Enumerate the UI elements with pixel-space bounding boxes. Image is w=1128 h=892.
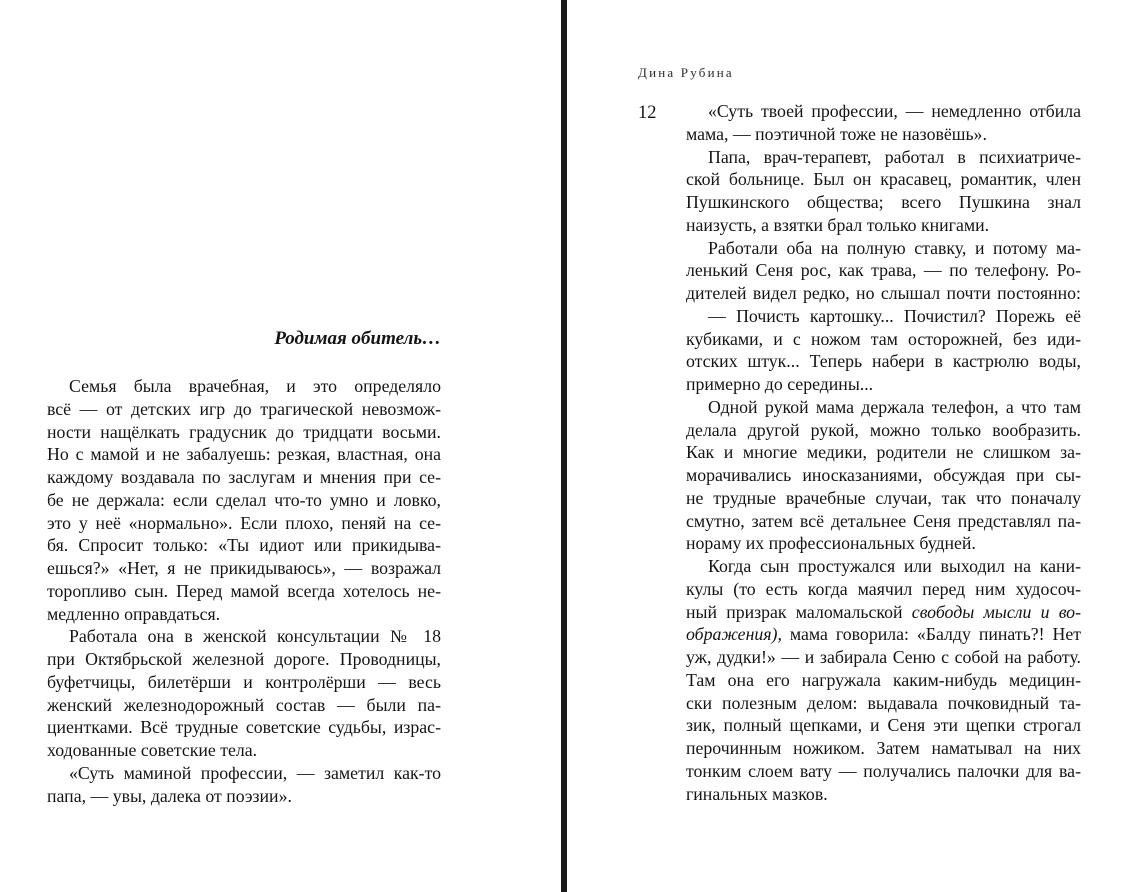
text-line: мама, — поэтичной тоже не назовёшь». <box>686 123 987 144</box>
text-line: Когда сын простужался или выходил на кани- <box>708 556 1081 576</box>
text-line: при Октябрьской железной дороге. Проводницы, <box>47 649 441 669</box>
text-line: наизусть, а взятки брал только книгами. <box>686 214 990 235</box>
text-line: Но с мамой и не забалуешь: резкая, властная, она <box>47 444 441 465</box>
left-page <box>0 0 561 892</box>
text-line-mixed <box>686 623 1081 646</box>
text-line: это у неё «нормально». Если плохо, пеняй на се- <box>47 512 441 533</box>
text-line: смутно, затем всё детальнее Сеня представлял па- <box>686 510 1081 531</box>
text-line: Работала она в женской консультации № 18 <box>69 626 441 647</box>
text-line: кубиками, и с ножом там осторожней, без иди- <box>686 328 1081 349</box>
text-line: бя. Спросит только: «Ты идиот или прикидыва- <box>47 535 441 556</box>
text-line: женский железнодорожный состав — были па- <box>47 694 441 715</box>
text-line: Семья была врачебная, и это определяло <box>69 376 441 396</box>
text-line: дителей видел редко, но слышал почти постоянно: <box>686 283 1081 303</box>
text-line: — Почисть картошку... Почистил? Порежь её <box>708 305 1081 326</box>
text-line: делала другой рукой, можно только вообразить. <box>686 419 1081 440</box>
text-line: уж, дудки!» — и забирала Сеню с собой на работу. <box>686 647 1081 667</box>
text-line: Одной рукой мама держала телефон, а что там <box>708 396 1081 417</box>
text-line: морачивались иносказаниями, обсуждая при сы- <box>686 465 1081 485</box>
running-head: Дина Рубина <box>638 65 734 80</box>
text-line: Пушкинского общества; всего Пушкина знал <box>686 192 1081 212</box>
text-run: ный призрак маломальской <box>686 601 912 622</box>
text-line: «Суть маминой профессии, — заметил как-то <box>69 762 441 783</box>
italic-run: свободы мысли и во- <box>911 601 1081 622</box>
text-line: медленно оправдаться. <box>47 603 221 624</box>
text-run: мама говорила: «Балду пинать?! Нет <box>781 624 1081 645</box>
text-line: всё — от детских игр до трагической невозмож- <box>47 398 441 419</box>
text-line: Работали оба на полную ставку, и потому ма- <box>708 237 1081 258</box>
page-number: 12 <box>638 103 657 123</box>
text-line: торопливо сын. Перед мамой всегда хотелось не- <box>47 580 441 601</box>
text-line: ешься?» «Нет, я не прикидываюсь», — возражал <box>47 558 441 578</box>
text-line: «Суть твоей профессии, — немедленно отбила <box>708 101 1081 121</box>
text-line: каждому воздавала по заслугам и мнения при се- <box>47 467 441 487</box>
text-line: гинальных мазков. <box>686 783 828 804</box>
text-line: папа, — увы, далека от поэзии». <box>47 785 292 806</box>
text-line: Там она его нагружала каким-нибудь медицин- <box>686 669 1081 690</box>
right-page-text <box>686 100 1081 805</box>
text-line: не трудные врачебные случаи, так что поначалу <box>686 487 1081 508</box>
text-line: кулы (то есть когда маячил перед ним худосоч- <box>686 578 1081 599</box>
text-line: ленький Сеня рос, как трава, — по телефону. Ро- <box>686 260 1081 281</box>
italic-run: ображения), <box>686 624 782 645</box>
text-line: тонким слоем вату — получались палочки для ва- <box>686 760 1081 781</box>
text-line: буфетчицы, билетёрши и контролёрши — весь <box>47 671 441 692</box>
text-line: нораму их профессиональных будней. <box>686 533 976 554</box>
text-line: зик, полный щепками, и Сеня эти щепки строгал <box>686 715 1081 736</box>
text-line: Как и многие медики, родители не слишком за- <box>686 442 1081 463</box>
chapter-title: Родимая обитель… <box>274 328 441 349</box>
left-page-text <box>47 375 441 807</box>
text-line: примерно до середины... <box>686 374 874 394</box>
text-line: ской больнице. Был он красавец, романтик, член <box>686 169 1081 190</box>
text-line: ски полезным делом: выдавала почковидный та- <box>686 692 1081 713</box>
text-line: Папа, врач-терапевт, работал в психиатриче- <box>708 146 1081 167</box>
text-line: перочинным ножиком. Затем наматывал на них <box>686 738 1081 758</box>
text-line: циентками. Всё трудные советские судьбы, израс- <box>47 717 441 738</box>
text-line: ности нащёлкать градусник до тридцати восьми. <box>47 421 441 442</box>
text-line: отских штук... Теперь набери в кастрюлю воды, <box>686 351 1081 372</box>
text-line-mixed <box>686 601 1081 624</box>
text-line: ходованные советские тела. <box>47 740 258 760</box>
text-line: бе не держала: если сделал что-то умно и ловко, <box>47 489 441 510</box>
